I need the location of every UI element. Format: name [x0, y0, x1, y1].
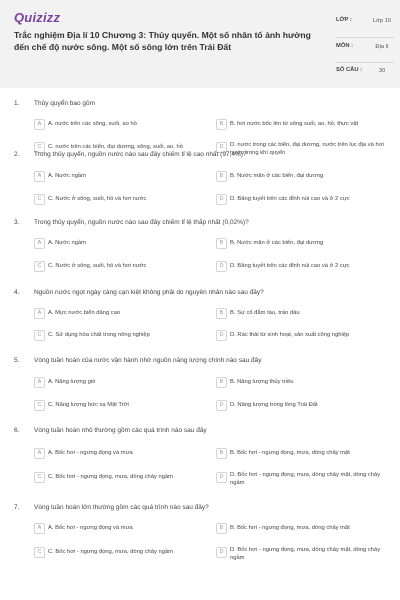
option-text: A. Nước ngầm [48, 173, 86, 179]
answer-option-d[interactable] [216, 194, 388, 210]
option-letter-box: B [216, 119, 227, 130]
grade-label: LỚP : [336, 17, 352, 23]
option-letter-box: A [34, 523, 45, 534]
option-letter-box: C [34, 547, 45, 558]
answer-option-d[interactable] [216, 261, 388, 277]
answer-option-b[interactable] [216, 171, 388, 187]
option-text: C. Sử dụng hóa chất trong nông nghiệp [48, 332, 150, 338]
answer-option-b[interactable] [216, 119, 388, 135]
option-letter-box: D [216, 261, 227, 272]
option-letter-box: A [34, 377, 45, 388]
question-number: 4. [14, 289, 20, 296]
answer-option-a[interactable] [34, 377, 212, 393]
question-number: 7. [14, 504, 20, 511]
option-letter-box: B [216, 238, 227, 249]
question-number: 2. [14, 151, 20, 158]
option-letter-box: A [34, 119, 45, 130]
option-text: C. Bốc hơi - ngưng đọng, mưa, dòng chảy ngầm [48, 549, 173, 555]
option-letter-box: D [216, 330, 227, 341]
answer-option-a[interactable] [34, 448, 212, 464]
option-letter-box: C [34, 400, 45, 411]
option-text: C. Nước ở sông, suối, hồ và hơi nước [48, 263, 147, 269]
option-letter-box: A [34, 308, 45, 319]
answer-option-d[interactable] [216, 472, 388, 488]
subject-value: Địa lí [375, 44, 389, 50]
answer-option-b[interactable] [216, 308, 388, 324]
option-text: D. Rác thải từ sinh hoạt, sản xuất công nghiệp [230, 332, 350, 338]
answer-option-b[interactable] [216, 377, 388, 393]
worksheet-header [0, 0, 400, 88]
question-text: Trong thủy quyển, nguồn nước nào sau đây chiếm tỉ lệ cao nhất (97,4%)? [34, 151, 247, 158]
question-text: Trong thủy quyển, nguồn nước nào sau đây chiếm tỉ lệ thấp nhất (0,02%)? [34, 219, 249, 226]
option-text: C. Nước ở sông, suối, hồ và hơi nước [48, 196, 147, 202]
option-text: C. Bốc hơi - ngưng đọng, mưa, dòng chảy ngầm [48, 474, 173, 480]
question-number: 1. [14, 100, 20, 107]
grade-value: Lớp 10 [372, 18, 392, 24]
answer-option-c[interactable] [34, 194, 212, 210]
option-letter-box: D [216, 194, 227, 205]
option-text: D. nước trong các biển, đại dương, nước trên lục địa và hơi nước trong khí quyển [230, 142, 384, 156]
worksheet-title: Trắc nghiệm Địa lí 10 Chương 3: Thủy quyển. Một số nhân tố ảnh hưởng đến chế độ nước sông. Một số sông lớn trên Trái Đất [14, 30, 311, 52]
answer-option-a[interactable] [34, 119, 212, 135]
question-number: 3. [14, 219, 20, 226]
option-text: C. Năng lượng bức xạ Mặt Trời [48, 402, 129, 408]
option-text: A. Nước ngầm [48, 240, 86, 246]
answer-option-c[interactable] [34, 330, 212, 346]
answer-option-b[interactable] [216, 238, 388, 254]
option-letter-box: D [216, 472, 227, 483]
question-text: Vòng tuần hoàn của nước vận hành nhờ nguồn năng lượng chính nào sau đây [34, 357, 262, 364]
option-letter-box: D [216, 400, 227, 411]
question-number: 6. [14, 427, 20, 434]
answer-option-c[interactable] [34, 400, 212, 416]
option-letter-box: B [216, 308, 227, 319]
option-text: C. nước trên các biển, đại dương, sông, suối, ao, hồ [48, 144, 183, 150]
option-letter-box: D [216, 547, 227, 558]
option-letter-box: C [34, 142, 45, 153]
question-text: Thủy quyển bao gồm [34, 100, 96, 107]
option-text: B. hơi nước bốc lên từ sông suối, ao, hồ, thực vật [230, 121, 359, 127]
option-text: D. Bốc hơi - ngưng đọng, mưa, dòng chảy mặt, dòng chảy ngầm [230, 472, 381, 486]
question-text: Nguồn nước ngọt ngày càng cạn kiệt không phải do nguyên nhân nào sau đây? [34, 289, 264, 296]
option-text: D. Băng tuyết trên các đỉnh núi cao và ở 2 cực [230, 196, 350, 202]
option-letter-box: B [216, 448, 227, 459]
option-text: A. Bốc hơi - ngưng đọng và mưa [48, 450, 133, 456]
question-number: 5. [14, 357, 20, 364]
option-letter-box: D [216, 142, 227, 153]
option-letter-box: C [34, 261, 45, 272]
answer-option-a[interactable] [34, 171, 212, 187]
count-label: SỐ CÂU : [336, 67, 363, 73]
option-text: D. Băng tuyết trên các đỉnh núi cao và ở 2 cực [230, 263, 350, 269]
answer-option-a[interactable] [34, 238, 212, 254]
answer-option-c[interactable] [34, 547, 212, 563]
option-text: B. Bốc hơi - ngưng đọng, mưa, dòng chảy mặt [230, 525, 350, 531]
count-value: 30 [378, 68, 386, 74]
meta-divider [336, 37, 394, 38]
answer-option-a[interactable] [34, 308, 212, 324]
option-letter-box: B [216, 171, 227, 182]
option-text: B. Nước mặn ở các biển, đại dương [230, 240, 324, 246]
answer-option-b[interactable] [216, 448, 388, 464]
answer-option-d[interactable] [216, 547, 388, 563]
question-text: Vòng tuần hoàn nhỏ thường gồm các quá trình nào sau đây [34, 427, 207, 434]
answer-option-a[interactable] [34, 523, 212, 539]
option-text: B. Bốc hơi - ngưng đọng, mưa, dòng chảy mặt [230, 450, 350, 456]
option-letter-box: B [216, 523, 227, 534]
meta-divider [336, 62, 394, 63]
option-letter-box: A [34, 448, 45, 459]
answer-option-d[interactable] [216, 330, 388, 346]
answer-option-c[interactable] [34, 261, 212, 277]
option-text: A. Bốc hơi - ngưng đọng và mưa [48, 525, 133, 531]
option-letter-box: A [34, 238, 45, 249]
answer-option-b[interactable] [216, 523, 388, 539]
question-text: Vòng tuần hoàn lớn thường gồm các quá trình nào sau đây? [34, 504, 209, 511]
option-text: A. nước trên các sông, suối, ao hồ [48, 121, 137, 127]
option-text: B. Năng lượng thủy triều [230, 379, 294, 385]
answer-option-d[interactable] [216, 400, 388, 416]
quizizz-logo: Quizizz [14, 10, 61, 25]
option-text: A. Năng lượng gió [48, 379, 96, 385]
option-text: D. Bốc hơi - ngưng đọng, mưa, dòng chảy mặt, dòng chảy ngầm [230, 547, 381, 561]
option-text: A. Mực nước biển dâng cao [48, 310, 121, 316]
option-text: B. Sự cố đắm tàu, tràn dầu [230, 310, 300, 316]
option-text: D. Năng lượng trong lòng Trái Đất [230, 402, 318, 408]
answer-option-c[interactable] [34, 472, 212, 488]
option-letter-box: B [216, 377, 227, 388]
subject-label: MÔN : [336, 43, 354, 49]
option-letter-box: C [34, 194, 45, 205]
option-letter-box: C [34, 330, 45, 341]
option-letter-box: A [34, 171, 45, 182]
option-letter-box: C [34, 472, 45, 483]
option-text: B. Nước mặn ở các biển, đại dương [230, 173, 324, 179]
